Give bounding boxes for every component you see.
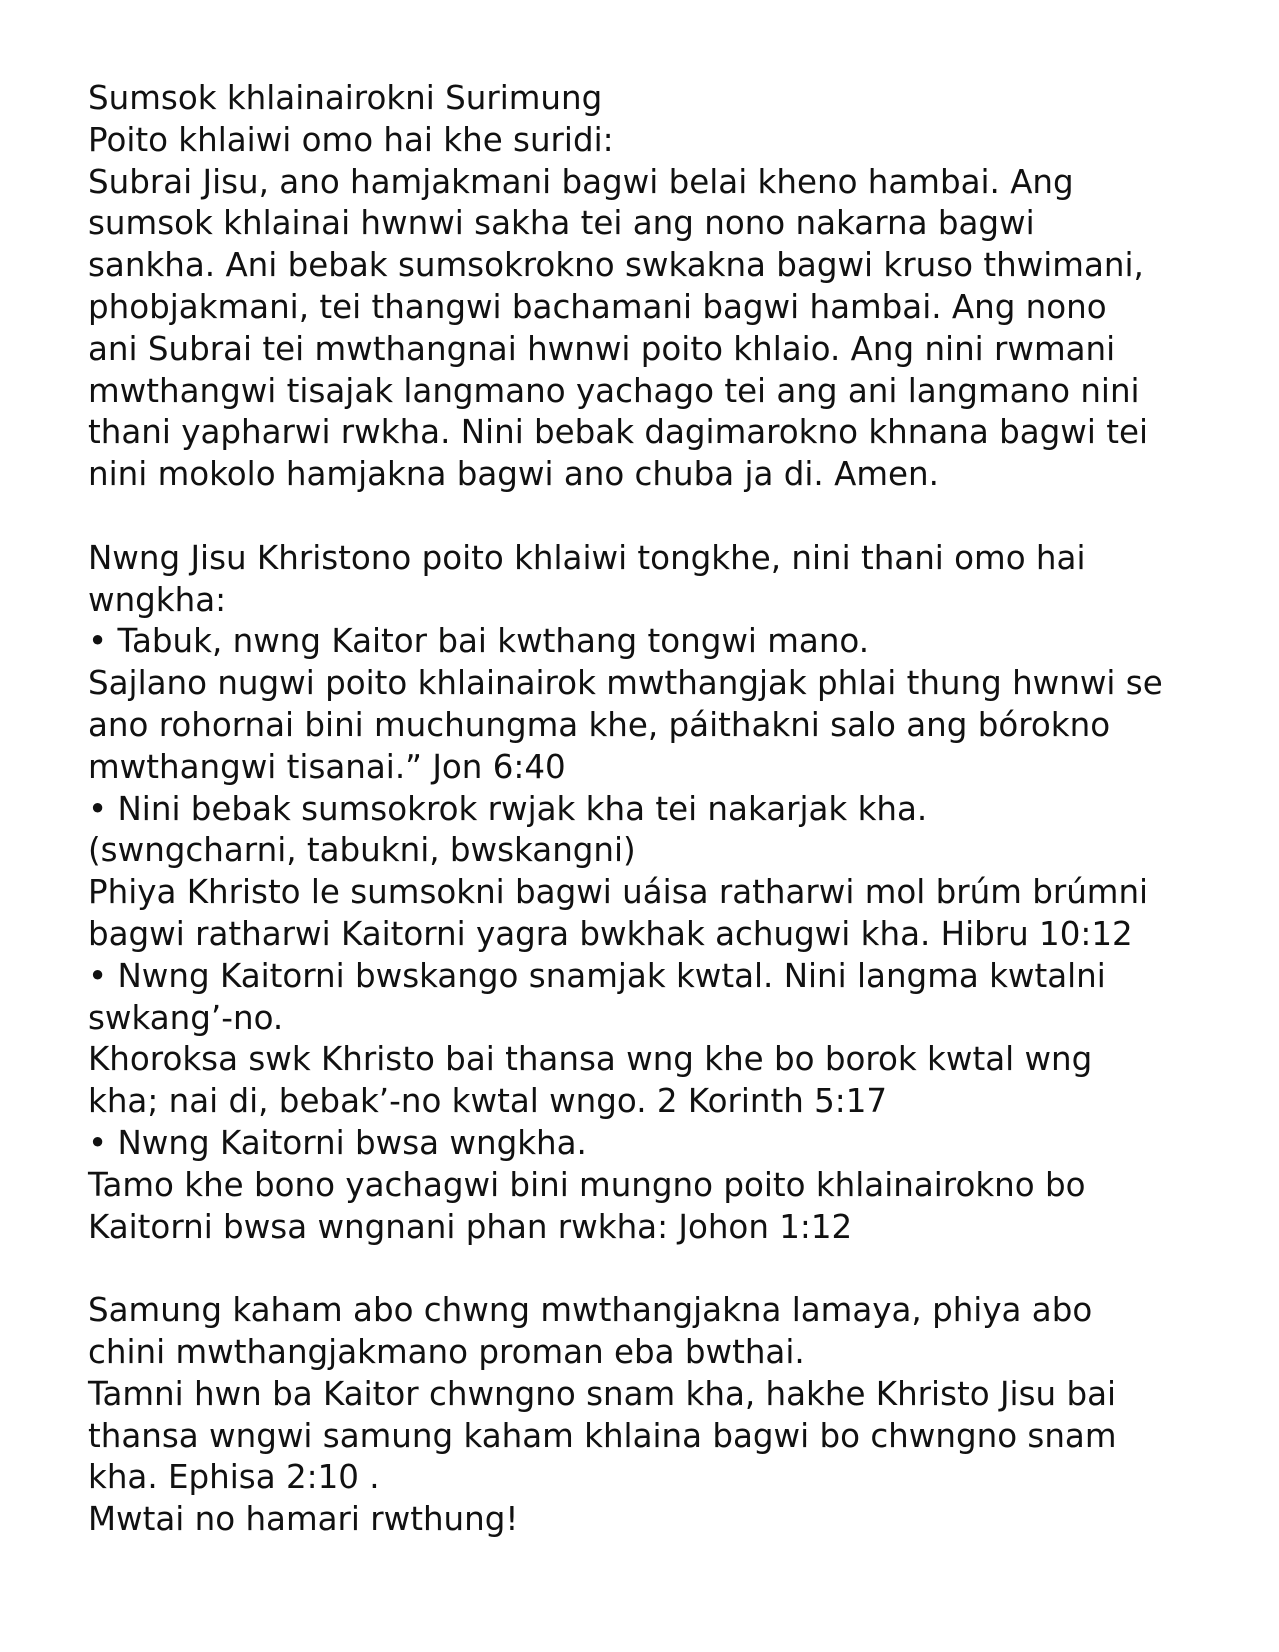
section-line: Nwng Jisu Khristono poito khlaiwi tongkhe, nini thani omo hai bbox=[88, 538, 1086, 577]
closing-line: Mwtai no hamari rwthung! bbox=[88, 1500, 519, 1539]
section-line: Kaitorni bwsa wngnani phan rwkha: Johon 1:12 bbox=[88, 1207, 853, 1246]
section-line: ano rohornai bini muchungma khe, páithakni salo ang bórokno bbox=[88, 705, 1111, 744]
section-line: Samung kaham abo chwng mwthangjakna lamaya, phiya abo bbox=[88, 1291, 1093, 1330]
bullet-line: • Nini bebak sumsokrok rwjak kha tei nakarjak kha. bbox=[88, 789, 928, 828]
section-line: Tamo khe bono yachagwi bini mungno poito khlainairokno bo bbox=[88, 1165, 1086, 1204]
section-line: thansa wngwi samung kaham khlaina bagwi bo chwngno snam bbox=[88, 1416, 1117, 1455]
section-good-works bbox=[88, 1290, 1238, 1499]
section-line: bagwi ratharwi Kaitorni yagra bwkhak achugwi kha. Hibru 10:12 bbox=[88, 914, 1133, 953]
prayer-line: sankha. Ani bebak sumsokrokno swkakna bagwi kruso thwimani, bbox=[88, 246, 1144, 285]
section-line: chini mwthangjakmano proman eba bwthai. bbox=[88, 1332, 805, 1371]
prayer-line: phobjakmani, tei thangwi bachamani bagwi hambai. Ang nono bbox=[88, 287, 1107, 326]
section-line: (swngcharni, tabukni, bwskangni) bbox=[88, 831, 636, 870]
paragraph-gap bbox=[88, 1248, 1238, 1290]
prayer-line: thani yapharwi rwkha. Nini bebak dagimarokno khnana bagwi tei bbox=[88, 413, 1148, 452]
section-line: swkang’-no. bbox=[88, 998, 284, 1037]
section-line: kha. Ephisa 2:10 . bbox=[88, 1458, 380, 1497]
prayer-line: nini mokolo hamjakna bagwi ano chuba ja di. Amen. bbox=[88, 455, 939, 494]
prayer-line: ani Subrai tei mwthangnai hwnwi poito khlaio. Ang nini rwmani bbox=[88, 329, 1116, 368]
bullet-line: • Nwng Kaitorni bwskango snamjak kwtal. Nini langma kwtalni bbox=[88, 956, 1106, 995]
section-line: wngkha: bbox=[88, 580, 227, 619]
section-line: Sajlano nugwi poito khlainairok mwthangjak phlai thung hwnwi se bbox=[88, 664, 1163, 703]
section-line: Khoroksa swk Khristo bai thansa wng khe bo borok kwtal wng bbox=[88, 1040, 1093, 1079]
bullet-line: • Tabuk, nwng Kaitor bai kwthang tongwi mano. bbox=[88, 622, 870, 661]
section-assurance bbox=[88, 538, 1238, 1249]
document-title: Sumsok khlainairokni Surimung bbox=[88, 79, 603, 117]
document-page bbox=[88, 78, 1238, 1541]
prayer-text bbox=[88, 162, 1238, 496]
prayer-intro: Poito khlaiwi omo hai khe suridi: bbox=[88, 120, 614, 159]
bullet-line: • Nwng Kaitorni bwsa wngkha. bbox=[88, 1123, 587, 1162]
section-line: mwthangwi tisanai.” Jon 6:40 bbox=[88, 747, 566, 786]
prayer-line: mwthangwi tisajak langmano yachago tei ang ani langmano nini bbox=[88, 371, 1140, 410]
section-line: kha; nai di, bebak’-no kwtal wngo. 2 Korinth 5:17 bbox=[88, 1082, 888, 1121]
paragraph-gap bbox=[88, 496, 1238, 538]
prayer-line: sumsok khlainai hwnwi sakha tei ang nono nakarna bagwi bbox=[88, 204, 1035, 243]
prayer-line: Subrai Jisu, ano hamjakmani bagwi belai kheno hambai. Ang bbox=[88, 162, 1074, 201]
section-line: Phiya Khristo le sumsokni bagwi uáisa ratharwi mol brúm brúmni bbox=[88, 873, 1149, 912]
section-line: Tamni hwn ba Kaitor chwngno snam kha, hakhe Khristo Jisu bai bbox=[88, 1374, 1117, 1413]
